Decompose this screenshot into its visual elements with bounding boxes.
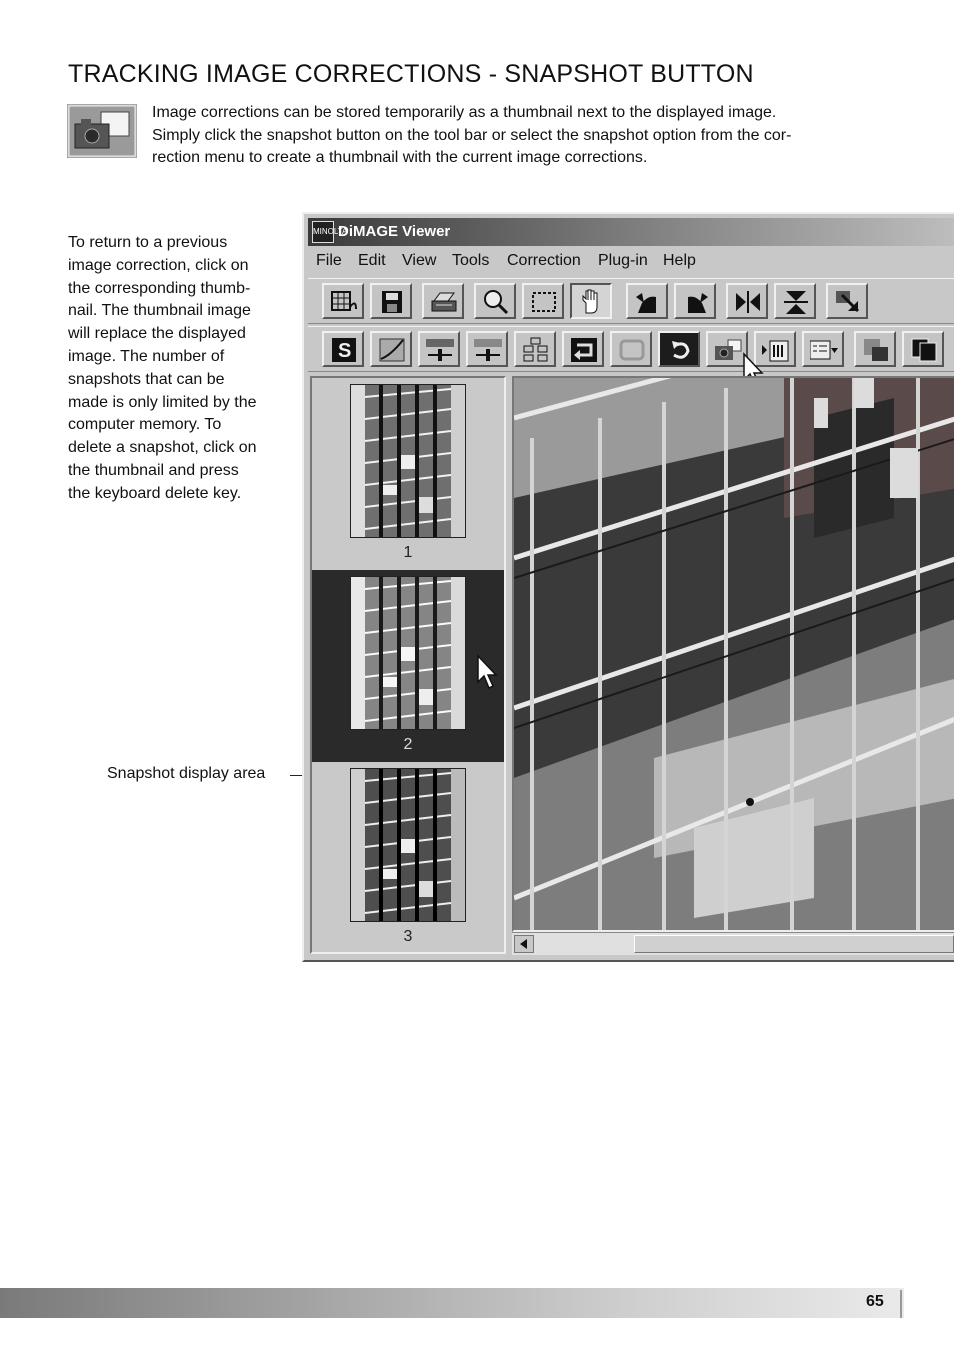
snapshot-image <box>350 576 466 730</box>
rotate-right-icon <box>682 289 710 315</box>
page-number-divider <box>900 1290 902 1318</box>
title-bar[interactable] <box>308 218 954 246</box>
cursor-arrow-icon <box>476 654 498 694</box>
select-button[interactable] <box>522 283 564 319</box>
flip-vertical-icon <box>782 289 810 315</box>
rotate-left-icon <box>634 289 662 315</box>
snapshot-menu-icon <box>762 337 790 363</box>
brightness-button[interactable] <box>418 331 460 367</box>
save-icon <box>378 289 406 315</box>
side-line: snapshots that can be <box>68 370 225 388</box>
undo-all-button[interactable] <box>562 331 604 367</box>
side-line: the thumbnail and press <box>68 461 239 479</box>
variation-button[interactable] <box>514 331 556 367</box>
intro-paragraph <box>152 102 892 170</box>
saturation-icon <box>474 337 502 363</box>
side-line: nail. The thumbnail image <box>68 302 251 320</box>
redo-button[interactable] <box>610 331 652 367</box>
save-button[interactable] <box>370 283 412 319</box>
color-correction-icon <box>330 337 358 363</box>
transparent-icon <box>862 337 890 363</box>
select-icon <box>530 289 558 315</box>
menu-file[interactable]: File <box>316 252 342 269</box>
scrollbar-thumb[interactable] <box>634 935 954 953</box>
print-icon <box>430 289 458 315</box>
main-toolbar <box>308 278 954 324</box>
snapshot-icon <box>714 337 742 363</box>
menu-bar <box>308 248 954 274</box>
zoom-icon <box>482 289 510 315</box>
intro-line: Image corrections can be stored temporarily as a thumbnail next to the displayed image. <box>152 104 777 121</box>
thumbnail-view-button[interactable] <box>322 283 364 319</box>
redo-icon <box>618 337 646 363</box>
side-line: image. The number of <box>68 347 225 365</box>
snapshot-thumbnail-2[interactable] <box>312 570 504 762</box>
hand-icon <box>578 289 606 315</box>
saturation-button[interactable] <box>466 331 508 367</box>
menu-view[interactable]: View <box>402 252 437 269</box>
menu-plug-in[interactable]: Plug-in <box>598 252 648 269</box>
rotate-right-button[interactable] <box>674 283 716 319</box>
snapshot-number: 2 <box>403 736 413 753</box>
footer-bar <box>0 1288 904 1318</box>
page-number: 65 <box>866 1293 884 1310</box>
side-line: computer memory. To <box>68 416 222 434</box>
snapshot-number: 3 <box>403 928 413 945</box>
undo-all-icon <box>570 337 598 363</box>
side-line: the keyboard delete key. <box>68 484 242 502</box>
menu-tools[interactable]: Tools <box>452 252 490 269</box>
color-correction-button[interactable] <box>322 331 364 367</box>
print-button[interactable] <box>422 283 464 319</box>
undo-icon <box>666 337 694 363</box>
view-menu-icon <box>810 337 838 363</box>
flip-horizontal-icon <box>734 289 762 315</box>
undo-button[interactable] <box>658 331 700 367</box>
tone-curve-icon <box>378 337 406 363</box>
zoom-button[interactable] <box>474 283 516 319</box>
tone-curve-button[interactable] <box>370 331 412 367</box>
correction-toolbar <box>308 326 954 372</box>
snapshot-thumbnail-3[interactable] <box>312 762 504 954</box>
transparent-button[interactable] <box>854 331 896 367</box>
flip-horizontal-button[interactable] <box>726 283 768 319</box>
brightness-icon <box>426 337 454 363</box>
window-title: DiMAGE Viewer <box>338 223 451 240</box>
hand-button[interactable] <box>570 283 612 319</box>
snapshot-area-callout: Snapshot display area <box>107 765 266 782</box>
building-photo <box>514 378 954 932</box>
menu-correction[interactable]: Correction <box>507 252 581 269</box>
menu-edit[interactable]: Edit <box>358 252 386 269</box>
flip-vertical-button[interactable] <box>774 283 816 319</box>
resize-icon <box>834 289 862 315</box>
intro-line: Simply click the snapshot button on the tool bar or select the snapshot option from the cor- <box>152 126 792 144</box>
horizontal-scrollbar[interactable] <box>512 932 954 955</box>
side-line: image correction, click on <box>68 256 249 274</box>
variation-icon <box>522 337 550 363</box>
resize-button[interactable] <box>826 283 868 319</box>
side-line: delete a snapshot, click on <box>68 439 257 457</box>
snapshot-button-icon <box>67 104 137 158</box>
snapshot-thumbnail-1[interactable] <box>312 378 504 570</box>
rotate-left-button[interactable] <box>626 283 668 319</box>
snapshot-display-area <box>310 376 506 954</box>
snapshot-number: 1 <box>403 544 413 561</box>
displayed-image[interactable] <box>512 376 954 932</box>
side-paragraph <box>68 232 293 506</box>
side-line: the corresponding thumb- <box>68 279 251 297</box>
dimage-viewer-window <box>302 212 954 962</box>
compare-icon <box>910 337 938 363</box>
side-line: made is only limited by the <box>68 393 257 411</box>
view-menu-button[interactable] <box>802 331 844 367</box>
page-title: TRACKING IMAGE CORRECTIONS - SNAPSHOT BUTTON <box>68 60 754 88</box>
side-line: will replace the displayed <box>68 325 246 343</box>
compare-button[interactable] <box>902 331 944 367</box>
snapshot-image <box>350 768 466 922</box>
thumbnail-view-icon <box>330 289 358 315</box>
snapshot-image <box>350 384 466 538</box>
app-icon[interactable]: MINOLTA <box>312 221 334 243</box>
intro-line: rection menu to create a thumbnail with the current image corrections. <box>152 149 648 166</box>
scroll-left-arrow-icon[interactable] <box>514 935 534 953</box>
menu-help[interactable]: Help <box>663 252 696 269</box>
side-line: To return to a previous <box>68 234 228 251</box>
svg-text:S: S <box>338 340 352 362</box>
